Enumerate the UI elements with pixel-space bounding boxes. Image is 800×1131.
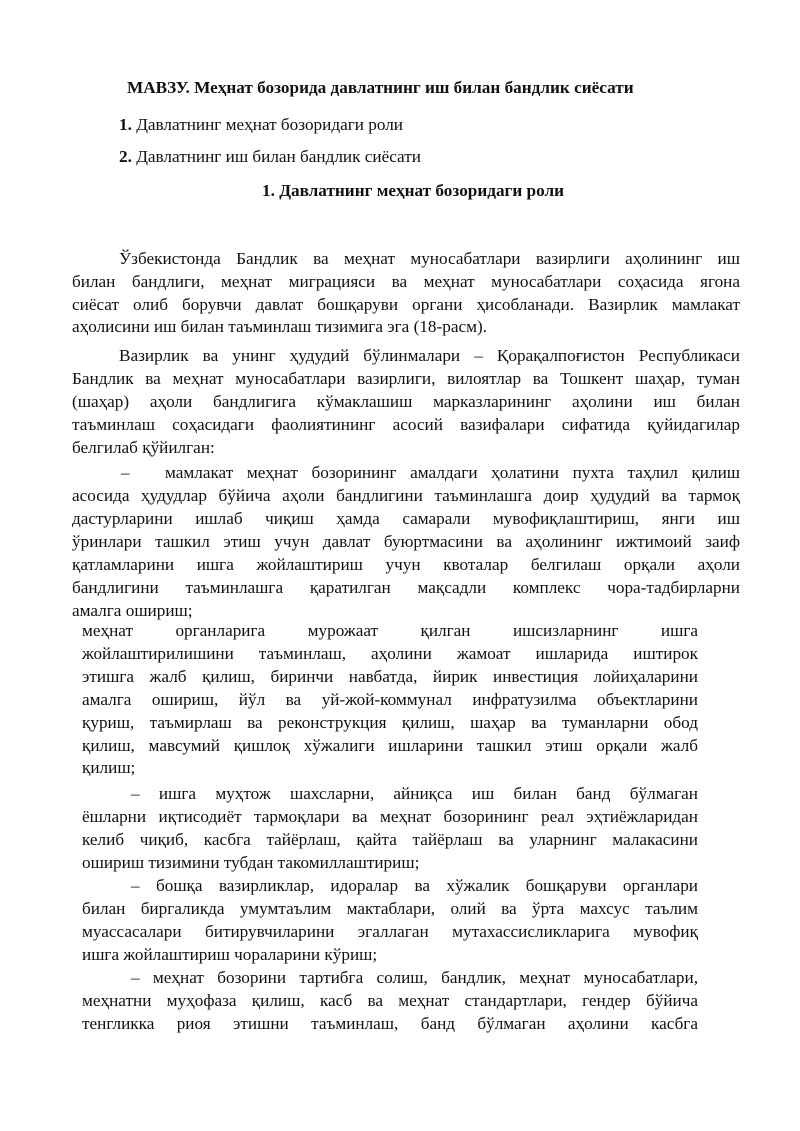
outline-item-number: 2. [119,147,132,166]
paragraph-line: дастурларини ишлаб чиқиш ҳамда самарали мувофиқлаштириш, янги иш [72,509,740,528]
paragraph-line: билан биргаликда умумтаълим мактаблари, олий ва ўрта махсус таълим [82,899,698,918]
outline-item-text: Давлатнинг меҳнат бозоридаги роли [136,115,403,134]
paragraph-line: меҳнат органларига мурожаат қилган ишсизларнинг ишга [82,621,698,640]
paragraph-line: ошириш тизимини тубдан такомиллаштириш; [82,853,420,872]
paragraph-line: амалга ошириш; [72,601,193,620]
outline-item-text: Давлатнинг иш билан бандлик сиёсати [136,147,421,166]
paragraph-line: қилиш; [82,758,136,777]
paragraph-line: сиёсат олиб борувчи давлат бошқаруви органи ҳисобланади. Вазирлик мамлакат [72,295,740,314]
paragraph-line: – меҳнат бозорини тартибга солиш, бандлик, меҳнат муносабатлари, [131,968,698,987]
paragraph-line: белгилаб қўйилган: [72,438,215,457]
paragraph-line: – бошқа вазирликлар, идоралар ва хўжалик бошқаруви органлари [131,876,698,895]
paragraph-line: (шаҳар) аҳоли бандлигига кўмаклашиш марказларининг аҳолини иш билан [72,392,740,411]
paragraph-line: қилиш, мавсумий қишлоқ хўжалиги ишларини ташкил этиш орқали жалб [82,736,698,755]
paragraph-line: муассасалари битирувчиларини эгаллаган мутахассисликларига мувофиқ [82,922,698,941]
paragraph-line: Вазирлик ва унинг ҳудудий бўлинмалари – Қорақалпоғистон Республикаси [119,346,740,365]
paragraph-line: меҳнатни муҳофаза қилиш, касб ва меҳнат стандартлари, гендер бўйича [82,991,698,1010]
section-heading: 1. Давлатнинг меҳнат бозоридаги роли [262,181,565,200]
paragraph-line: Бандлик ва меҳнат муносабатлари вазирлиги, вилоятлар ва Тошкент шаҳар, туман [72,369,740,388]
paragraph-line: қатламларини ишга жойлаштириш учун квоталар белгилаш орқали аҳоли [72,555,740,574]
topic-title: МАВЗУ. Меҳнат бозорида давлатнинг иш билан бандлик сиёсати [127,78,634,97]
paragraph-line: ёшларни иқтисодиёт тармоқлари ва меҳнат бозорининг реал эҳтиёжларидан [82,807,698,826]
paragraph-line: амалга ошириш, йўл ва уй-жой-коммунал инфратузилма объектларини [82,690,698,709]
paragraph-line: таъминлаш соҳасидаги фаолиятининг асосий вазифалари сифатида қуйидагилар [72,415,740,434]
paragraph-line: Ўзбекистонда Бандлик ва меҳнат муносабатлари вазирлиги аҳолининг иш [119,249,740,268]
paragraph-line: аҳолисини иш билан таъминлаш тизимига эга (18-расм). [72,317,487,336]
paragraph-line: бандлигини таъминлашга қаратилган мақсадли комплекс чора-тадбирларни [72,578,740,597]
outline-item-1 [119,114,403,136]
paragraph-line: келиб чиқиб, касбга тайёрлаш, қайта тайёрлаш ва уларнинг малакасини [82,830,698,849]
paragraph-line: – ишга муҳтож шахсларни, айниқса иш билан банд бўлмаган [131,784,698,803]
paragraph-line: ишга жойлаштириш чораларини кўриш; [82,945,378,964]
paragraph-line: жойлаштирилишини таъминлаш, аҳолини жамоат ишларида иштирок [82,644,698,663]
paragraph-line: этишга жалб қилиш, биринчи навбатда, йирик инвестиция лойиҳаларини [82,667,698,686]
paragraph-line: асосида ҳудудлар бўйича аҳоли бандлигини таъминлашга доир ҳудудий ва тармоқ [72,486,740,505]
paragraph-line: тенгликка риоя этишни таъминлаш, банд бўлмаган аҳолини касбга [82,1014,698,1033]
paragraph-line: ўринлари ташкил этиш учун давлат буюртмасини ва аҳолининг ижтимоий заиф [72,532,740,551]
paragraph-line: қуриш, таъмирлаш ва реконструкция қилиш, шаҳар ва туманларни обод [82,713,698,732]
list-dash: – [121,463,130,482]
outline-item-2 [119,146,421,168]
paragraph-line: мамлакат меҳнат бозорининг амалдаги ҳолатини пухта таҳлил қилиш [165,463,740,482]
paragraph-line: билан бандлиги, меҳнат миграцияси ва меҳнат муносабатлари соҳасида ягона [72,272,740,291]
outline-item-number: 1. [119,115,132,134]
